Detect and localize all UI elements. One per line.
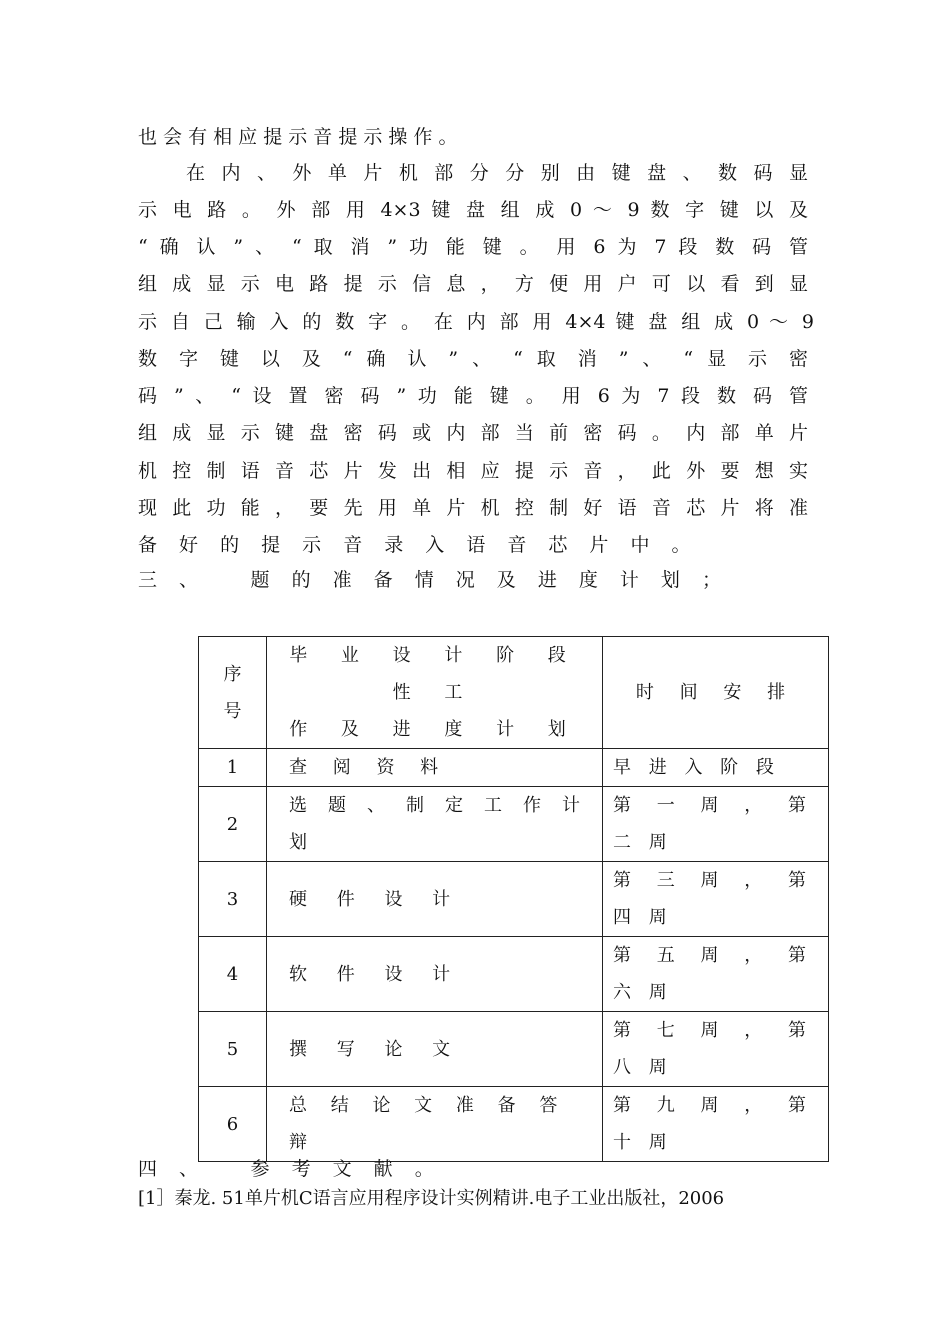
cell-text: 第 三 周 ， 第 (613, 870, 806, 891)
cell-time (603, 787, 829, 862)
cell-text: 十 周 (613, 1132, 673, 1153)
cell-text: 第 九 周 ， 第 (613, 1095, 806, 1116)
reference-item: [1］秦龙. 51单片机C语言应用程序设计实例精讲.电子工业出版社，2006 (138, 1188, 725, 1209)
paragraph-line: 数 字 键 以 及 “ 确 认 ” 、 “ 取 消 ” 、 “ 显 示 密 (138, 348, 808, 370)
cell-number: 4 (199, 937, 267, 1012)
table-row (199, 1087, 829, 1162)
header-cell-task (267, 637, 603, 749)
paragraph-line: 示 电 路 。 外 部 用 4×3 键 盘 组 成 0 ～ 9 数 字 键 以 及 (138, 199, 808, 221)
header-text: 时 间 安 排 (635, 682, 796, 703)
table-row (199, 862, 829, 937)
cell-text: 八 周 (613, 1057, 673, 1078)
paragraph-line: “ 确 认 ” 、 “ 取 消 ” 功 能 键 。 用 6 为 7 段 数 码 管 (138, 236, 808, 258)
header-cell-number (199, 637, 267, 749)
cell-text: 第 五 周 ， 第 (613, 945, 806, 966)
cell-time: 早 进 入 阶 段 (603, 749, 829, 787)
header-text: 作 及 进 度 计 划 (289, 719, 580, 740)
header-text: 序 (223, 663, 242, 685)
paragraph-line: 在 内 、 外 单 片 机 部 分 分 别 由 键 盘 、 数 码 显 (186, 162, 808, 184)
table-row (199, 787, 829, 862)
cell-text: 第 一 周 ， 第 (613, 795, 806, 816)
cell-number: 5 (199, 1012, 267, 1087)
paragraph-line: 现 此 功 能 ， 要 先 用 单 片 机 控 制 好 语 音 芯 片 将 准 (138, 497, 808, 519)
cell-number: 2 (199, 787, 267, 862)
paragraph-line: 机 控 制 语 音 芯 片 发 出 相 应 提 示 音 ， 此 外 要 想 实 (138, 460, 808, 482)
cell-text: 四 周 (613, 907, 673, 928)
cell-text: 选 题 、 制 定 工 作 计 (289, 795, 580, 816)
section-heading: 四 、 参 考 文 献 。 (138, 1158, 442, 1180)
cell-time (603, 1087, 829, 1162)
schedule-table (198, 636, 829, 1162)
cell-task (267, 787, 603, 862)
header-text: 号 (223, 700, 242, 722)
cell-task: 撰 写 论 文 (267, 1012, 603, 1087)
cell-text: 划 (289, 832, 307, 853)
cell-number: 1 (199, 749, 267, 787)
header-text: 毕 业 设 计 阶 段 性 工 (289, 645, 580, 703)
cell-task: 硬 件 设 计 (267, 862, 603, 937)
cell-task: 软 件 设 计 (267, 937, 603, 1012)
paragraph-line: 组 成 显 示 电 路 提 示 信 息 ， 方 便 用 户 可 以 看 到 显 (138, 273, 808, 295)
paragraph-line: 备 好 的 提 示 音 录 入 语 音 芯 片 中 。 (138, 534, 699, 556)
cell-time (603, 862, 829, 937)
cell-time (603, 1012, 829, 1087)
paragraph-line: 也 会 有 相 应 提 示 音 提 示 操 作 。 (138, 126, 458, 148)
table-header-row (199, 637, 829, 749)
cell-number: 3 (199, 862, 267, 937)
cell-text: 第 七 周 ， 第 (613, 1020, 806, 1041)
cell-number: 6 (199, 1087, 267, 1162)
cell-task: 查 阅 资 料 (267, 749, 603, 787)
cell-time (603, 937, 829, 1012)
table-row (199, 749, 829, 787)
paragraph-line: 组 成 显 示 键 盘 密 码 或 内 部 当 前 密 码 。 内 部 单 片 (138, 422, 808, 444)
table-row (199, 1012, 829, 1087)
cell-text: 六 周 (613, 982, 673, 1003)
cell-task: 总 结 论 文 准 备 答 辩 (267, 1087, 603, 1162)
section-heading: 三 、 题 的 准 备 情 况 及 进 度 计 划 ； (138, 569, 729, 591)
cell-text: 二 周 (613, 832, 673, 853)
header-cell-time (603, 637, 829, 749)
paragraph-line: 示 自 己 输 入 的 数 字 。 在 内 部 用 4×4 键 盘 组 成 0 ～ 9 (138, 311, 814, 333)
paragraph-line: 码 ” 、 “ 设 置 密 码 ” 功 能 键 。 用 6 为 7 段 数 码 管 (138, 385, 808, 407)
table-row (199, 937, 829, 1012)
